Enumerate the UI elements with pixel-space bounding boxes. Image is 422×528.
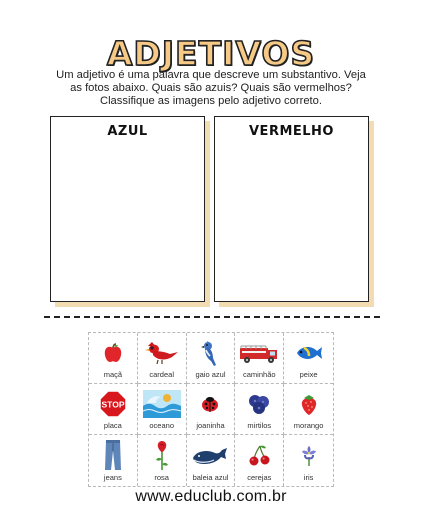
whale-icon [187, 441, 235, 469]
image-card-jeans[interactable] [89, 435, 138, 486]
image-card-cardeal[interactable] [138, 333, 187, 384]
image-card-mirtilos[interactable] [235, 384, 284, 435]
image-card-oceano[interactable] [138, 384, 187, 435]
drop-zone-vermelho[interactable] [214, 116, 369, 302]
card-label: oceano [149, 421, 174, 430]
cardinal-bird-icon [138, 339, 186, 367]
card-label: caminhão [243, 370, 276, 379]
cut-line [44, 316, 380, 318]
card-label: mirtilos [247, 421, 272, 430]
card-label: cardeal [149, 370, 174, 379]
svg-text:STOP: STOP [101, 399, 125, 410]
image-card-placa[interactable] [89, 384, 138, 435]
cherries-icon [235, 441, 283, 469]
instructions-line: as fotos abaixo. Quais são azuis? Quais são vermelhos? [70, 82, 352, 94]
jeans-icon [89, 441, 137, 469]
image-card-iris[interactable] [284, 435, 333, 486]
fire-truck-icon [235, 339, 283, 367]
fish-icon [284, 339, 333, 367]
card-label: morango [293, 421, 324, 430]
image-card-cerejas[interactable] [235, 435, 284, 486]
card-label: rosa [154, 473, 169, 482]
card-label: jeans [103, 473, 122, 482]
ladybug-icon [187, 390, 235, 418]
iris-flower-icon [284, 441, 333, 469]
card-label: peixe [299, 370, 318, 379]
drop-zone-azul[interactable] [50, 116, 205, 302]
ocean-icon [138, 390, 186, 418]
image-card-gaio-azul[interactable] [187, 333, 236, 384]
card-label: baleia azul [192, 473, 229, 482]
instructions-line: Classifique as imagens pelo adjetivo correto. [99, 95, 322, 107]
instructions [46, 69, 376, 108]
instructions-line: Um adjetivo é uma palavra que descreve um substantivo. Veja [56, 69, 366, 81]
blue-jay-icon [187, 339, 235, 367]
card-label: joaninha [196, 421, 225, 430]
card-label: cerejas [247, 473, 272, 482]
page-title: ADJETIVOS [106, 34, 316, 73]
image-card-peixe[interactable] [284, 333, 333, 384]
strawberry-icon [284, 390, 333, 418]
footer-url: www.educlub.com.br [135, 488, 287, 505]
image-card-joaninha[interactable] [187, 384, 236, 435]
card-label: gaio azul [195, 370, 226, 379]
image-card-morango[interactable] [284, 384, 333, 435]
blueberries-icon [235, 390, 283, 418]
image-card-maca[interactable] [89, 333, 138, 384]
card-label: iris [303, 473, 314, 482]
apple-icon [89, 339, 137, 367]
card-label: placa [103, 421, 122, 430]
image-card-rosa[interactable] [138, 435, 187, 486]
image-card-baleia-azul[interactable] [187, 435, 236, 486]
image-cards-grid [88, 332, 334, 487]
image-card-caminhao[interactable] [235, 333, 284, 384]
rose-icon [138, 441, 186, 469]
drop-zone-title: AZUL [107, 124, 148, 139]
drop-zone-title: VERMELHO [249, 124, 334, 139]
stop-sign-icon [89, 390, 137, 418]
card-label: maçã [103, 370, 123, 379]
